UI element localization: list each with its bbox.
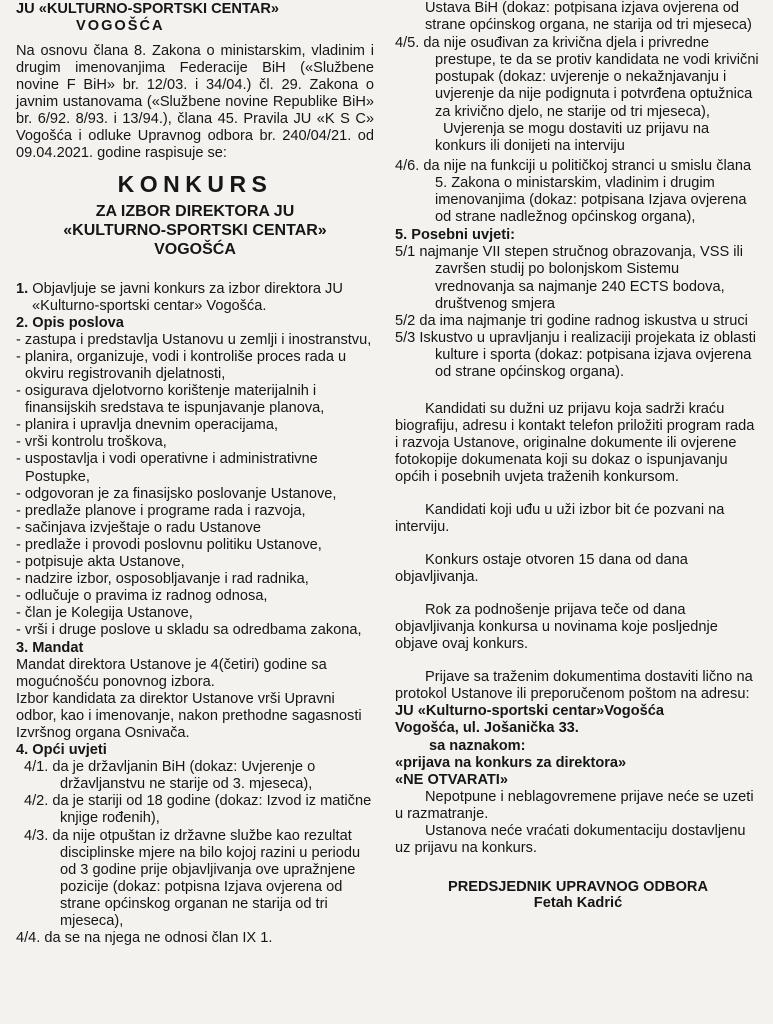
special-condition-item: 5/1 najmanje VII stepen stručnog obrazovanja, VSS ili završen studij po bolonjskom Sistemu vrednovanja sa najmanje 240 ECTS bodova, društvenog smjera — [395, 244, 744, 312]
org-name: JU «KULTURNO-SPORTSKI CENTAR» — [16, 1, 279, 17]
general-condition-item: 4/3. da nije otpuštan iz državne službe kao rezultat disciplinske mjere na bilo kojoj razini u periodu od 3 godine prije objavljivanja ove upražnjene pozicije (dokaz: potpisna Izjava ovjerena od strane općinskog organan ne starija od tri mjeseca), — [24, 827, 361, 929]
general-condition-item: 4/1. da je državljanin BiH (dokaz: Uvjerenje o državljanstvu ne starije od 3. mjeseca), — [24, 759, 316, 793]
right-column — [395, 0, 761, 911]
document-subtitle-2: «KULTURNO-SPORTSKI CENTAR» — [63, 221, 327, 239]
return-paragraph: Ustanova neće vraćati dokumentaciju dostavljenu uz prijavu na konkurs. — [395, 823, 746, 857]
org-city: VOGOŠĆA — [76, 18, 165, 35]
address-line-1: JU «Kulturno-sportski centar»Vogošća — [395, 703, 664, 720]
duty-item: - potpisuje akta Ustanove, — [16, 554, 185, 571]
duty-item: - planira i upravlja dnevnim operacijama, — [16, 417, 279, 434]
special-condition-item: 5/2 da ima najmanje tri godine radnog iskustva u struci — [395, 312, 748, 329]
section-1-number: 1. — [16, 280, 29, 297]
signature-title: PREDSJEDNIK UPRAVNOG ODBORA — [447, 879, 708, 896]
certificates-note: Uvjerenja se mogu dostaviti uz prijavu na konkurs ili donijeti na interviju — [435, 120, 710, 154]
document-subtitle-3: VOGOŠĆA — [154, 240, 236, 258]
address-note-1: «prijava na konkurs za direktora» — [395, 754, 627, 771]
section-1 — [16, 281, 374, 315]
general-condition-item: 4/2. da je stariji od 18 godine (dokaz: Izvod iz matične knjige rođenih), — [24, 793, 372, 827]
deadline-paragraph: Rok za podnošenje prijava teče od dana objavljivanja konkursa u novinama koje posljednje objave ovaj konkurs. — [395, 601, 718, 653]
duty-item: - osigurava djelotvorno korištenje materijalnih i finansijskih sredstava te ispunjavanje planova, — [16, 383, 325, 417]
duty-item: - vrši i druge poslove u skladu sa odredbama zakona, — [16, 622, 362, 639]
document-title: KONKURS — [117, 170, 273, 197]
address-note-label: sa naznakom: — [429, 737, 526, 754]
duty-item: - planira, organizuje, vodi i kontroliše proces rada u okviru registrovanih djelatnosti, — [16, 348, 347, 382]
duty-item: - vrši kontrolu troškova, — [16, 434, 167, 451]
duty-item: - sačinjava izvještaje o radu Ustanove — [16, 519, 261, 536]
duties-list — [16, 332, 374, 640]
duration-paragraph: Konkurs ostaje otvoren 15 dana od dana objavljivanja. — [395, 551, 688, 585]
special-condition-item: 5/3 Iskustvo u upravljanju i realizaciji projekata iz oblasti kulture i sporta (dokaz: potpisana izjava ovjerena od strane općinskog organa). — [395, 329, 756, 380]
left-column — [16, 0, 374, 947]
general-condition-item: 4/6. da nije na funkciji u političkoj stranci u smislu člana 5. Zakona o ministarskim, vladinim i drugim imenovanjima (dokaz: potpisana Izjava ovjerena od strane nadležnog općinskog organa), — [395, 157, 752, 226]
section-4-heading: 4. Opći uvjeti — [16, 742, 107, 759]
general-condition-item: 4/5. da nije osuđivan za krivična djela i privredne prestupe, te da se protiv kandidata ne vodi krivični postupak (dokaz: uvjerenje o nekažnjavanju i uvjerenje da nije podignuta i potvrđena optužnica za krivično djelo, ne starije od tri mjeseca), — [395, 35, 759, 120]
incomplete-paragraph: Nepotpune i neblagovremene prijave neće se uzeti u razmatranje. — [395, 788, 754, 822]
duty-item: - nadzire izbor, osposobljavanje i rad radnika, — [16, 571, 309, 588]
duty-item: - predlaže planove i programe rada i razvoja, — [16, 502, 306, 519]
general-condition-item: 4/4. da se na njega ne odnosi član IX 1. — [16, 930, 273, 947]
intro-paragraph: Na osnovu člana 8. Zakona o ministarskim, vladinim i drugim imenovanjima Federacije BiH («Službene novine F BiH» br. 12/03. i 34/04.) čl. 29. Zakona o javnim ustanovama («Službene novine Republike BiH» br. 6/92. 8/93. i 13/94.), člana 45. Pravila JU «K S C» Vogošća i odluke Upravnog odbora br. 240/04/21. od 09.04.2021. godine raspisuje se: — [16, 43, 374, 161]
section-3-heading: 3. Mandat — [16, 639, 84, 656]
duty-item: - zastupa i predstavlja Ustanovu u zemlji i inostranstvu, — [16, 331, 372, 348]
submission-paragraph: Prijave sa traženim dokumentima dostaviti lično na protokol Ustanove ili preporučenom poštom na adresu: — [395, 669, 753, 703]
address-line-2: Vogošća, ul. Jošanička 33. — [395, 720, 579, 737]
duty-item: - predlaže i provodi poslovnu politiku Ustanove, — [16, 536, 322, 553]
signature-name: Fetah Kadrić — [533, 895, 623, 912]
interview-paragraph: Kandidati koji uđu u uži izbor bit će pozvani na interviju. — [395, 501, 725, 535]
section-1-text: Objavljuje se javni konkurs za izbor direktora JU «Kulturno-sportski centar» Vogošća. — [32, 280, 343, 314]
duty-item: - odgovoran je za finasijsko poslovanje Ustanove, — [16, 485, 337, 502]
selection-paragraph: Izbor kandidata za direktor Ustanove vrši Upravni odbor, kao i imenovanje, nakon prethodne sagasnosti Izvršnog organa Osnivača. — [16, 690, 362, 741]
address-note-2: «NE OTVARATI» — [395, 771, 508, 788]
section-2-heading: 2. Opis poslova — [16, 314, 124, 331]
section-5-heading: 5. Posebni uvjeti: — [395, 227, 516, 244]
duty-item: - odlučuje o pravima iz radnog odnosa, — [16, 588, 268, 605]
duty-item: - član je Kolegija Ustanove, — [16, 605, 193, 622]
duty-item: - uspostavlja i vodi operativne i administrativne Postupke, — [16, 451, 318, 485]
document-subtitle-1: ZA IZBOR DIREKTORA JU — [95, 202, 295, 220]
general-condition-continuation: Ustava BiH (dokaz: potpisana izjava ovjerena od strane općinskog organa, ne starija od tri mjeseca) — [425, 0, 752, 34]
mandate-paragraph: Mandat direktora Ustanove je 4(četiri) godine sa mogućnošću ponovnog izbora. — [16, 656, 327, 690]
application-paragraph: Kandidati su dužni uz prijavu koja sadrži kraću biografiju, adresu i kontakt telefon priložiti program rada i razvoja Ustanove, originalne dokumente ili ovjerene fotokopije dokumenata koji su dokaz o ispunjavanju općih i posebnih uvjeta traženih konkursom. — [395, 401, 755, 486]
